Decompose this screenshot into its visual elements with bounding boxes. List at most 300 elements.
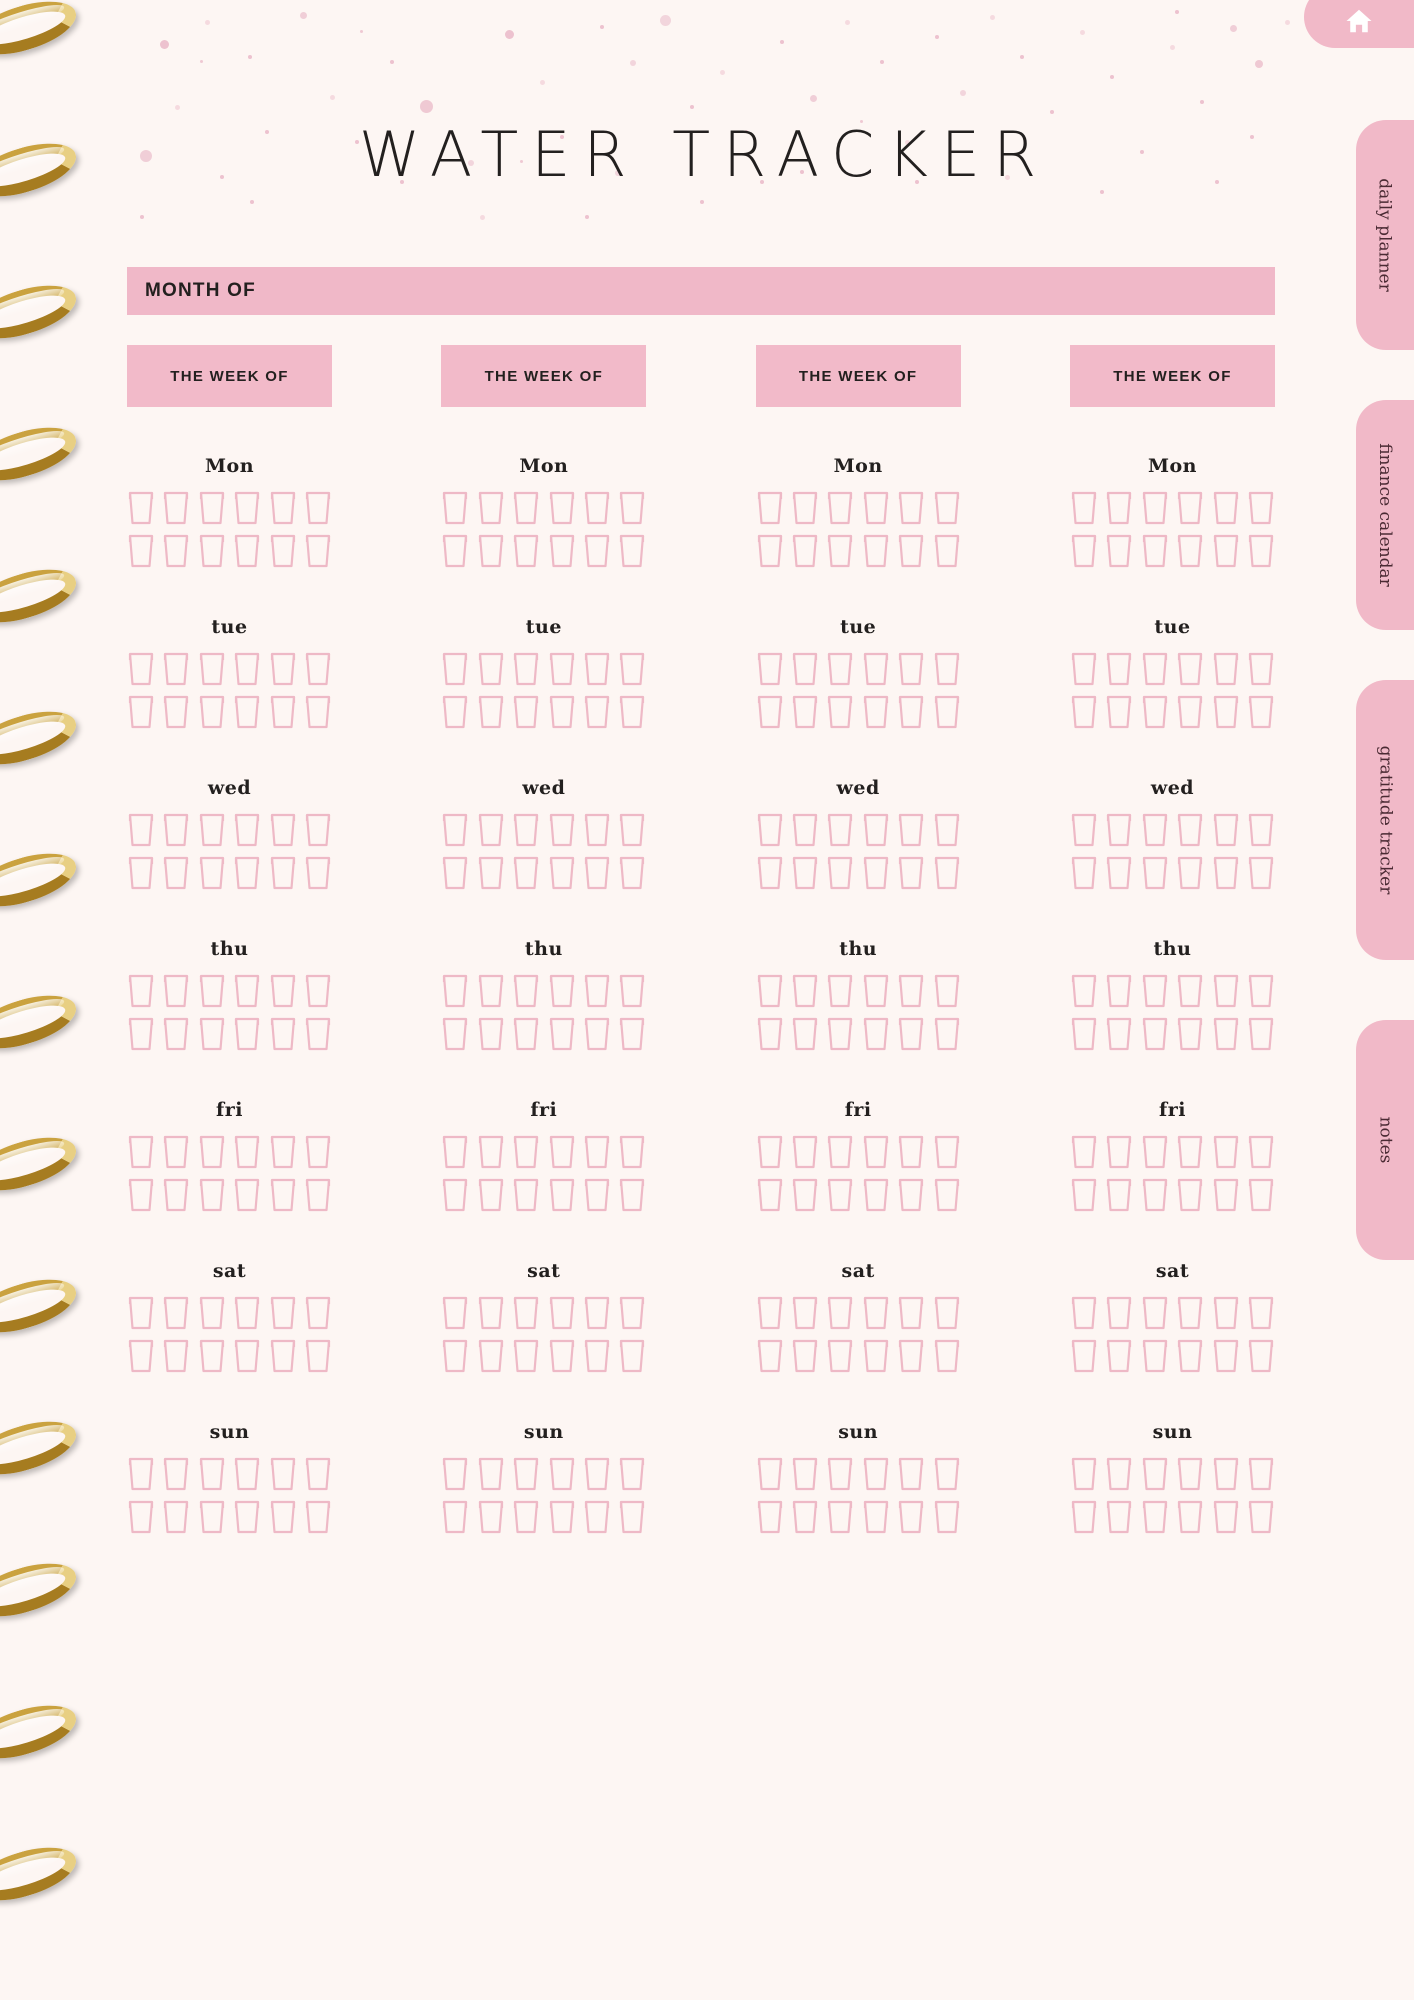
water-glass-checkbox[interactable] — [862, 491, 890, 525]
water-glass-checkbox[interactable] — [756, 1178, 784, 1212]
water-glass-checkbox[interactable] — [269, 856, 297, 890]
water-glass-checkbox[interactable] — [933, 652, 961, 686]
water-glass-checkbox[interactable] — [441, 1017, 469, 1051]
water-glass-checkbox[interactable] — [269, 1017, 297, 1051]
water-glass-checkbox[interactable] — [1070, 1017, 1098, 1051]
water-glass-checkbox[interactable] — [583, 1178, 611, 1212]
water-glass-checkbox[interactable] — [1247, 1296, 1275, 1330]
water-glass-checkbox[interactable] — [548, 534, 576, 568]
water-glass-checkbox[interactable] — [477, 1296, 505, 1330]
water-glass-checkbox[interactable] — [897, 974, 925, 1008]
water-glass-checkbox[interactable] — [897, 856, 925, 890]
water-glass-checkbox[interactable] — [1141, 695, 1169, 729]
water-glass-checkbox[interactable] — [1212, 491, 1240, 525]
water-glass-checkbox[interactable] — [618, 534, 646, 568]
water-glass-checkbox[interactable] — [548, 1017, 576, 1051]
water-glass-checkbox[interactable] — [162, 813, 190, 847]
water-glass-checkbox[interactable] — [1176, 1178, 1204, 1212]
water-glass-checkbox[interactable] — [826, 534, 854, 568]
water-glass-checkbox[interactable] — [933, 1296, 961, 1330]
water-glass-checkbox[interactable] — [198, 1457, 226, 1491]
tab-daily-planner[interactable] — [1356, 120, 1414, 350]
water-glass-checkbox[interactable] — [1105, 695, 1133, 729]
water-glass-checkbox[interactable] — [756, 974, 784, 1008]
water-glass-checkbox[interactable] — [756, 1135, 784, 1169]
water-glass-checkbox[interactable] — [1176, 1339, 1204, 1373]
water-glass-checkbox[interactable] — [1141, 813, 1169, 847]
water-glass-checkbox[interactable] — [1176, 491, 1204, 525]
water-glass-checkbox[interactable] — [512, 1017, 540, 1051]
water-glass-checkbox[interactable] — [304, 856, 332, 890]
water-glass-checkbox[interactable] — [512, 856, 540, 890]
water-glass-checkbox[interactable] — [548, 491, 576, 525]
water-glass-checkbox[interactable] — [233, 1017, 261, 1051]
water-glass-checkbox[interactable] — [1105, 974, 1133, 1008]
water-glass-checkbox[interactable] — [1070, 534, 1098, 568]
water-glass-checkbox[interactable] — [233, 1178, 261, 1212]
water-glass-checkbox[interactable] — [477, 1178, 505, 1212]
water-glass-checkbox[interactable] — [1212, 1178, 1240, 1212]
water-glass-checkbox[interactable] — [933, 1339, 961, 1373]
water-glass-checkbox[interactable] — [618, 652, 646, 686]
water-glass-checkbox[interactable] — [826, 1135, 854, 1169]
water-glass-checkbox[interactable] — [791, 1500, 819, 1534]
water-glass-checkbox[interactable] — [933, 1178, 961, 1212]
water-glass-checkbox[interactable] — [583, 1017, 611, 1051]
water-glass-checkbox[interactable] — [269, 695, 297, 729]
water-glass-checkbox[interactable] — [897, 813, 925, 847]
tab-gratitude-tracker[interactable] — [1356, 680, 1414, 960]
water-glass-checkbox[interactable] — [1176, 695, 1204, 729]
water-glass-checkbox[interactable] — [791, 652, 819, 686]
water-glass-checkbox[interactable] — [933, 534, 961, 568]
water-glass-checkbox[interactable] — [269, 1135, 297, 1169]
water-glass-checkbox[interactable] — [441, 652, 469, 686]
water-glass-checkbox[interactable] — [548, 1339, 576, 1373]
water-glass-checkbox[interactable] — [897, 1017, 925, 1051]
water-glass-checkbox[interactable] — [304, 652, 332, 686]
water-glass-checkbox[interactable] — [198, 1296, 226, 1330]
water-glass-checkbox[interactable] — [233, 491, 261, 525]
water-glass-checkbox[interactable] — [477, 1017, 505, 1051]
water-glass-checkbox[interactable] — [233, 1339, 261, 1373]
water-glass-checkbox[interactable] — [1176, 652, 1204, 686]
water-glass-checkbox[interactable] — [1070, 1296, 1098, 1330]
water-glass-checkbox[interactable] — [269, 652, 297, 686]
water-glass-checkbox[interactable] — [127, 974, 155, 1008]
water-glass-checkbox[interactable] — [1070, 1500, 1098, 1534]
water-glass-checkbox[interactable] — [897, 652, 925, 686]
water-glass-checkbox[interactable] — [1105, 1296, 1133, 1330]
water-glass-checkbox[interactable] — [1212, 1457, 1240, 1491]
water-glass-checkbox[interactable] — [618, 813, 646, 847]
water-glass-checkbox[interactable] — [127, 813, 155, 847]
water-glass-checkbox[interactable] — [618, 1178, 646, 1212]
water-glass-checkbox[interactable] — [477, 534, 505, 568]
water-glass-checkbox[interactable] — [1212, 813, 1240, 847]
water-glass-checkbox[interactable] — [1105, 652, 1133, 686]
water-glass-checkbox[interactable] — [791, 1296, 819, 1330]
water-glass-checkbox[interactable] — [304, 974, 332, 1008]
water-glass-checkbox[interactable] — [1212, 856, 1240, 890]
water-glass-checkbox[interactable] — [127, 1296, 155, 1330]
water-glass-checkbox[interactable] — [933, 1500, 961, 1534]
water-glass-checkbox[interactable] — [512, 491, 540, 525]
water-glass-checkbox[interactable] — [233, 1135, 261, 1169]
water-glass-checkbox[interactable] — [1105, 1178, 1133, 1212]
water-glass-checkbox[interactable] — [548, 695, 576, 729]
water-glass-checkbox[interactable] — [897, 534, 925, 568]
water-glass-checkbox[interactable] — [1212, 1296, 1240, 1330]
water-glass-checkbox[interactable] — [618, 1339, 646, 1373]
water-glass-checkbox[interactable] — [127, 1500, 155, 1534]
water-glass-checkbox[interactable] — [269, 491, 297, 525]
water-glass-checkbox[interactable] — [1176, 1296, 1204, 1330]
water-glass-checkbox[interactable] — [1141, 1500, 1169, 1534]
water-glass-checkbox[interactable] — [162, 1457, 190, 1491]
water-glass-checkbox[interactable] — [897, 695, 925, 729]
water-glass-checkbox[interactable] — [198, 652, 226, 686]
water-glass-checkbox[interactable] — [269, 1500, 297, 1534]
water-glass-checkbox[interactable] — [127, 491, 155, 525]
water-glass-checkbox[interactable] — [269, 1457, 297, 1491]
water-glass-checkbox[interactable] — [826, 695, 854, 729]
water-glass-checkbox[interactable] — [1070, 1178, 1098, 1212]
water-glass-checkbox[interactable] — [1105, 1135, 1133, 1169]
water-glass-checkbox[interactable] — [127, 534, 155, 568]
water-glass-checkbox[interactable] — [1141, 491, 1169, 525]
water-glass-checkbox[interactable] — [791, 813, 819, 847]
water-glass-checkbox[interactable] — [826, 1296, 854, 1330]
water-glass-checkbox[interactable] — [233, 813, 261, 847]
water-glass-checkbox[interactable] — [933, 491, 961, 525]
water-glass-checkbox[interactable] — [1141, 856, 1169, 890]
water-glass-checkbox[interactable] — [548, 856, 576, 890]
water-glass-checkbox[interactable] — [162, 1135, 190, 1169]
water-glass-checkbox[interactable] — [477, 1339, 505, 1373]
water-glass-checkbox[interactable] — [512, 813, 540, 847]
water-glass-checkbox[interactable] — [862, 652, 890, 686]
water-glass-checkbox[interactable] — [512, 1178, 540, 1212]
water-glass-checkbox[interactable] — [1105, 491, 1133, 525]
water-glass-checkbox[interactable] — [441, 695, 469, 729]
water-glass-checkbox[interactable] — [233, 974, 261, 1008]
water-glass-checkbox[interactable] — [477, 1135, 505, 1169]
water-glass-checkbox[interactable] — [1070, 1339, 1098, 1373]
water-glass-checkbox[interactable] — [583, 491, 611, 525]
water-glass-checkbox[interactable] — [162, 1017, 190, 1051]
water-glass-checkbox[interactable] — [618, 1500, 646, 1534]
water-glass-checkbox[interactable] — [198, 1135, 226, 1169]
water-glass-checkbox[interactable] — [826, 1178, 854, 1212]
water-glass-checkbox[interactable] — [1247, 813, 1275, 847]
water-glass-checkbox[interactable] — [127, 1017, 155, 1051]
water-glass-checkbox[interactable] — [269, 974, 297, 1008]
water-glass-checkbox[interactable] — [477, 974, 505, 1008]
water-glass-checkbox[interactable] — [862, 856, 890, 890]
water-glass-checkbox[interactable] — [618, 856, 646, 890]
water-glass-checkbox[interactable] — [1247, 1500, 1275, 1534]
water-glass-checkbox[interactable] — [304, 491, 332, 525]
water-glass-checkbox[interactable] — [933, 974, 961, 1008]
water-glass-checkbox[interactable] — [304, 1457, 332, 1491]
water-glass-checkbox[interactable] — [198, 813, 226, 847]
water-glass-checkbox[interactable] — [1247, 652, 1275, 686]
water-glass-checkbox[interactable] — [1105, 856, 1133, 890]
water-glass-checkbox[interactable] — [548, 1457, 576, 1491]
water-glass-checkbox[interactable] — [441, 974, 469, 1008]
water-glass-checkbox[interactable] — [1105, 813, 1133, 847]
water-glass-checkbox[interactable] — [477, 652, 505, 686]
water-glass-checkbox[interactable] — [1212, 974, 1240, 1008]
water-glass-checkbox[interactable] — [756, 695, 784, 729]
water-glass-checkbox[interactable] — [862, 1296, 890, 1330]
water-glass-checkbox[interactable] — [162, 1500, 190, 1534]
water-glass-checkbox[interactable] — [269, 1178, 297, 1212]
water-glass-checkbox[interactable] — [198, 856, 226, 890]
water-glass-checkbox[interactable] — [862, 1457, 890, 1491]
water-glass-checkbox[interactable] — [512, 1339, 540, 1373]
water-glass-checkbox[interactable] — [198, 1500, 226, 1534]
water-glass-checkbox[interactable] — [304, 534, 332, 568]
water-glass-checkbox[interactable] — [756, 491, 784, 525]
water-glass-checkbox[interactable] — [618, 695, 646, 729]
the-week-of-field[interactable] — [127, 345, 332, 407]
water-glass-checkbox[interactable] — [1176, 534, 1204, 568]
water-glass-checkbox[interactable] — [162, 1339, 190, 1373]
water-glass-checkbox[interactable] — [756, 1017, 784, 1051]
water-glass-checkbox[interactable] — [1176, 1500, 1204, 1534]
the-week-of-field[interactable] — [756, 345, 961, 407]
water-glass-checkbox[interactable] — [1070, 856, 1098, 890]
water-glass-checkbox[interactable] — [933, 1457, 961, 1491]
water-glass-checkbox[interactable] — [548, 652, 576, 686]
water-glass-checkbox[interactable] — [441, 1296, 469, 1330]
water-glass-checkbox[interactable] — [1247, 974, 1275, 1008]
water-glass-checkbox[interactable] — [1141, 1457, 1169, 1491]
water-glass-checkbox[interactable] — [1247, 695, 1275, 729]
water-glass-checkbox[interactable] — [756, 534, 784, 568]
water-glass-checkbox[interactable] — [477, 695, 505, 729]
water-glass-checkbox[interactable] — [1176, 856, 1204, 890]
water-glass-checkbox[interactable] — [826, 1457, 854, 1491]
water-glass-checkbox[interactable] — [756, 652, 784, 686]
water-glass-checkbox[interactable] — [1141, 534, 1169, 568]
tab-notes[interactable] — [1356, 1020, 1414, 1260]
water-glass-checkbox[interactable] — [791, 1178, 819, 1212]
water-glass-checkbox[interactable] — [233, 1296, 261, 1330]
water-glass-checkbox[interactable] — [304, 1339, 332, 1373]
water-glass-checkbox[interactable] — [1212, 652, 1240, 686]
water-glass-checkbox[interactable] — [791, 1339, 819, 1373]
water-glass-checkbox[interactable] — [862, 1500, 890, 1534]
water-glass-checkbox[interactable] — [441, 534, 469, 568]
water-glass-checkbox[interactable] — [1176, 974, 1204, 1008]
water-glass-checkbox[interactable] — [269, 534, 297, 568]
water-glass-checkbox[interactable] — [826, 1500, 854, 1534]
water-glass-checkbox[interactable] — [583, 1135, 611, 1169]
water-glass-checkbox[interactable] — [756, 813, 784, 847]
water-glass-checkbox[interactable] — [1247, 1017, 1275, 1051]
water-glass-checkbox[interactable] — [548, 974, 576, 1008]
water-glass-checkbox[interactable] — [1141, 652, 1169, 686]
water-glass-checkbox[interactable] — [791, 1017, 819, 1051]
water-glass-checkbox[interactable] — [162, 856, 190, 890]
water-glass-checkbox[interactable] — [477, 813, 505, 847]
water-glass-checkbox[interactable] — [933, 856, 961, 890]
water-glass-checkbox[interactable] — [791, 856, 819, 890]
water-glass-checkbox[interactable] — [1176, 1457, 1204, 1491]
water-glass-checkbox[interactable] — [791, 1135, 819, 1169]
water-glass-checkbox[interactable] — [198, 695, 226, 729]
water-glass-checkbox[interactable] — [233, 695, 261, 729]
water-glass-checkbox[interactable] — [1247, 534, 1275, 568]
water-glass-checkbox[interactable] — [1070, 695, 1098, 729]
water-glass-checkbox[interactable] — [127, 856, 155, 890]
water-glass-checkbox[interactable] — [583, 695, 611, 729]
water-glass-checkbox[interactable] — [897, 1339, 925, 1373]
water-glass-checkbox[interactable] — [198, 491, 226, 525]
water-glass-checkbox[interactable] — [897, 1178, 925, 1212]
water-glass-checkbox[interactable] — [583, 652, 611, 686]
water-glass-checkbox[interactable] — [583, 856, 611, 890]
water-glass-checkbox[interactable] — [826, 1017, 854, 1051]
water-glass-checkbox[interactable] — [897, 491, 925, 525]
water-glass-checkbox[interactable] — [1070, 813, 1098, 847]
water-glass-checkbox[interactable] — [441, 1457, 469, 1491]
water-glass-checkbox[interactable] — [756, 1339, 784, 1373]
water-glass-checkbox[interactable] — [1212, 695, 1240, 729]
water-glass-checkbox[interactable] — [162, 534, 190, 568]
the-week-of-field[interactable] — [441, 345, 646, 407]
water-glass-checkbox[interactable] — [1247, 491, 1275, 525]
water-glass-checkbox[interactable] — [162, 491, 190, 525]
water-glass-checkbox[interactable] — [1141, 1339, 1169, 1373]
water-glass-checkbox[interactable] — [162, 974, 190, 1008]
water-glass-checkbox[interactable] — [1176, 813, 1204, 847]
water-glass-checkbox[interactable] — [441, 1135, 469, 1169]
water-glass-checkbox[interactable] — [441, 1500, 469, 1534]
water-glass-checkbox[interactable] — [198, 974, 226, 1008]
water-glass-checkbox[interactable] — [477, 856, 505, 890]
water-glass-checkbox[interactable] — [441, 813, 469, 847]
water-glass-checkbox[interactable] — [233, 652, 261, 686]
water-glass-checkbox[interactable] — [897, 1500, 925, 1534]
water-glass-checkbox[interactable] — [512, 1135, 540, 1169]
water-glass-checkbox[interactable] — [162, 652, 190, 686]
water-glass-checkbox[interactable] — [756, 856, 784, 890]
water-glass-checkbox[interactable] — [1212, 534, 1240, 568]
water-glass-checkbox[interactable] — [826, 652, 854, 686]
water-glass-checkbox[interactable] — [127, 1135, 155, 1169]
water-glass-checkbox[interactable] — [1105, 1339, 1133, 1373]
water-glass-checkbox[interactable] — [1176, 1017, 1204, 1051]
water-glass-checkbox[interactable] — [618, 1296, 646, 1330]
water-glass-checkbox[interactable] — [862, 1135, 890, 1169]
the-week-of-field[interactable] — [1070, 345, 1275, 407]
water-glass-checkbox[interactable] — [826, 491, 854, 525]
water-glass-checkbox[interactable] — [477, 1457, 505, 1491]
water-glass-checkbox[interactable] — [1141, 1135, 1169, 1169]
water-glass-checkbox[interactable] — [304, 695, 332, 729]
water-glass-checkbox[interactable] — [548, 1500, 576, 1534]
water-glass-checkbox[interactable] — [791, 491, 819, 525]
water-glass-checkbox[interactable] — [233, 1500, 261, 1534]
water-glass-checkbox[interactable] — [583, 974, 611, 1008]
water-glass-checkbox[interactable] — [1141, 974, 1169, 1008]
water-glass-checkbox[interactable] — [1070, 1457, 1098, 1491]
water-glass-checkbox[interactable] — [233, 534, 261, 568]
water-glass-checkbox[interactable] — [933, 1135, 961, 1169]
water-glass-checkbox[interactable] — [233, 856, 261, 890]
water-glass-checkbox[interactable] — [791, 1457, 819, 1491]
water-glass-checkbox[interactable] — [1070, 1135, 1098, 1169]
water-glass-checkbox[interactable] — [441, 1178, 469, 1212]
water-glass-checkbox[interactable] — [548, 1178, 576, 1212]
water-glass-checkbox[interactable] — [512, 652, 540, 686]
water-glass-checkbox[interactable] — [1105, 1500, 1133, 1534]
water-glass-checkbox[interactable] — [441, 491, 469, 525]
water-glass-checkbox[interactable] — [826, 974, 854, 1008]
water-glass-checkbox[interactable] — [1247, 1135, 1275, 1169]
water-glass-checkbox[interactable] — [304, 813, 332, 847]
water-glass-checkbox[interactable] — [127, 1457, 155, 1491]
water-glass-checkbox[interactable] — [826, 1339, 854, 1373]
water-glass-checkbox[interactable] — [756, 1457, 784, 1491]
water-glass-checkbox[interactable] — [583, 534, 611, 568]
water-glass-checkbox[interactable] — [826, 813, 854, 847]
water-glass-checkbox[interactable] — [1212, 1135, 1240, 1169]
water-glass-checkbox[interactable] — [1070, 974, 1098, 1008]
water-glass-checkbox[interactable] — [512, 1296, 540, 1330]
water-glass-checkbox[interactable] — [862, 695, 890, 729]
water-glass-checkbox[interactable] — [862, 974, 890, 1008]
water-glass-checkbox[interactable] — [1105, 1457, 1133, 1491]
water-glass-checkbox[interactable] — [477, 491, 505, 525]
water-glass-checkbox[interactable] — [933, 1017, 961, 1051]
water-glass-checkbox[interactable] — [826, 856, 854, 890]
water-glass-checkbox[interactable] — [897, 1296, 925, 1330]
water-glass-checkbox[interactable] — [198, 1178, 226, 1212]
water-glass-checkbox[interactable] — [1141, 1178, 1169, 1212]
water-glass-checkbox[interactable] — [1105, 534, 1133, 568]
water-glass-checkbox[interactable] — [304, 1017, 332, 1051]
water-glass-checkbox[interactable] — [304, 1135, 332, 1169]
water-glass-checkbox[interactable] — [198, 1339, 226, 1373]
water-glass-checkbox[interactable] — [1212, 1339, 1240, 1373]
water-glass-checkbox[interactable] — [512, 695, 540, 729]
water-glass-checkbox[interactable] — [548, 813, 576, 847]
water-glass-checkbox[interactable] — [1141, 1017, 1169, 1051]
water-glass-checkbox[interactable] — [198, 534, 226, 568]
water-glass-checkbox[interactable] — [862, 534, 890, 568]
water-glass-checkbox[interactable] — [198, 1017, 226, 1051]
water-glass-checkbox[interactable] — [618, 491, 646, 525]
water-glass-checkbox[interactable] — [618, 974, 646, 1008]
water-glass-checkbox[interactable] — [127, 652, 155, 686]
water-glass-checkbox[interactable] — [862, 1339, 890, 1373]
water-glass-checkbox[interactable] — [269, 1339, 297, 1373]
water-glass-checkbox[interactable] — [1176, 1135, 1204, 1169]
water-glass-checkbox[interactable] — [1141, 1296, 1169, 1330]
water-glass-checkbox[interactable] — [933, 813, 961, 847]
water-glass-checkbox[interactable] — [233, 1457, 261, 1491]
water-glass-checkbox[interactable] — [933, 695, 961, 729]
water-glass-checkbox[interactable] — [269, 1296, 297, 1330]
water-glass-checkbox[interactable] — [441, 856, 469, 890]
water-glass-checkbox[interactable] — [583, 1339, 611, 1373]
water-glass-checkbox[interactable] — [862, 1178, 890, 1212]
